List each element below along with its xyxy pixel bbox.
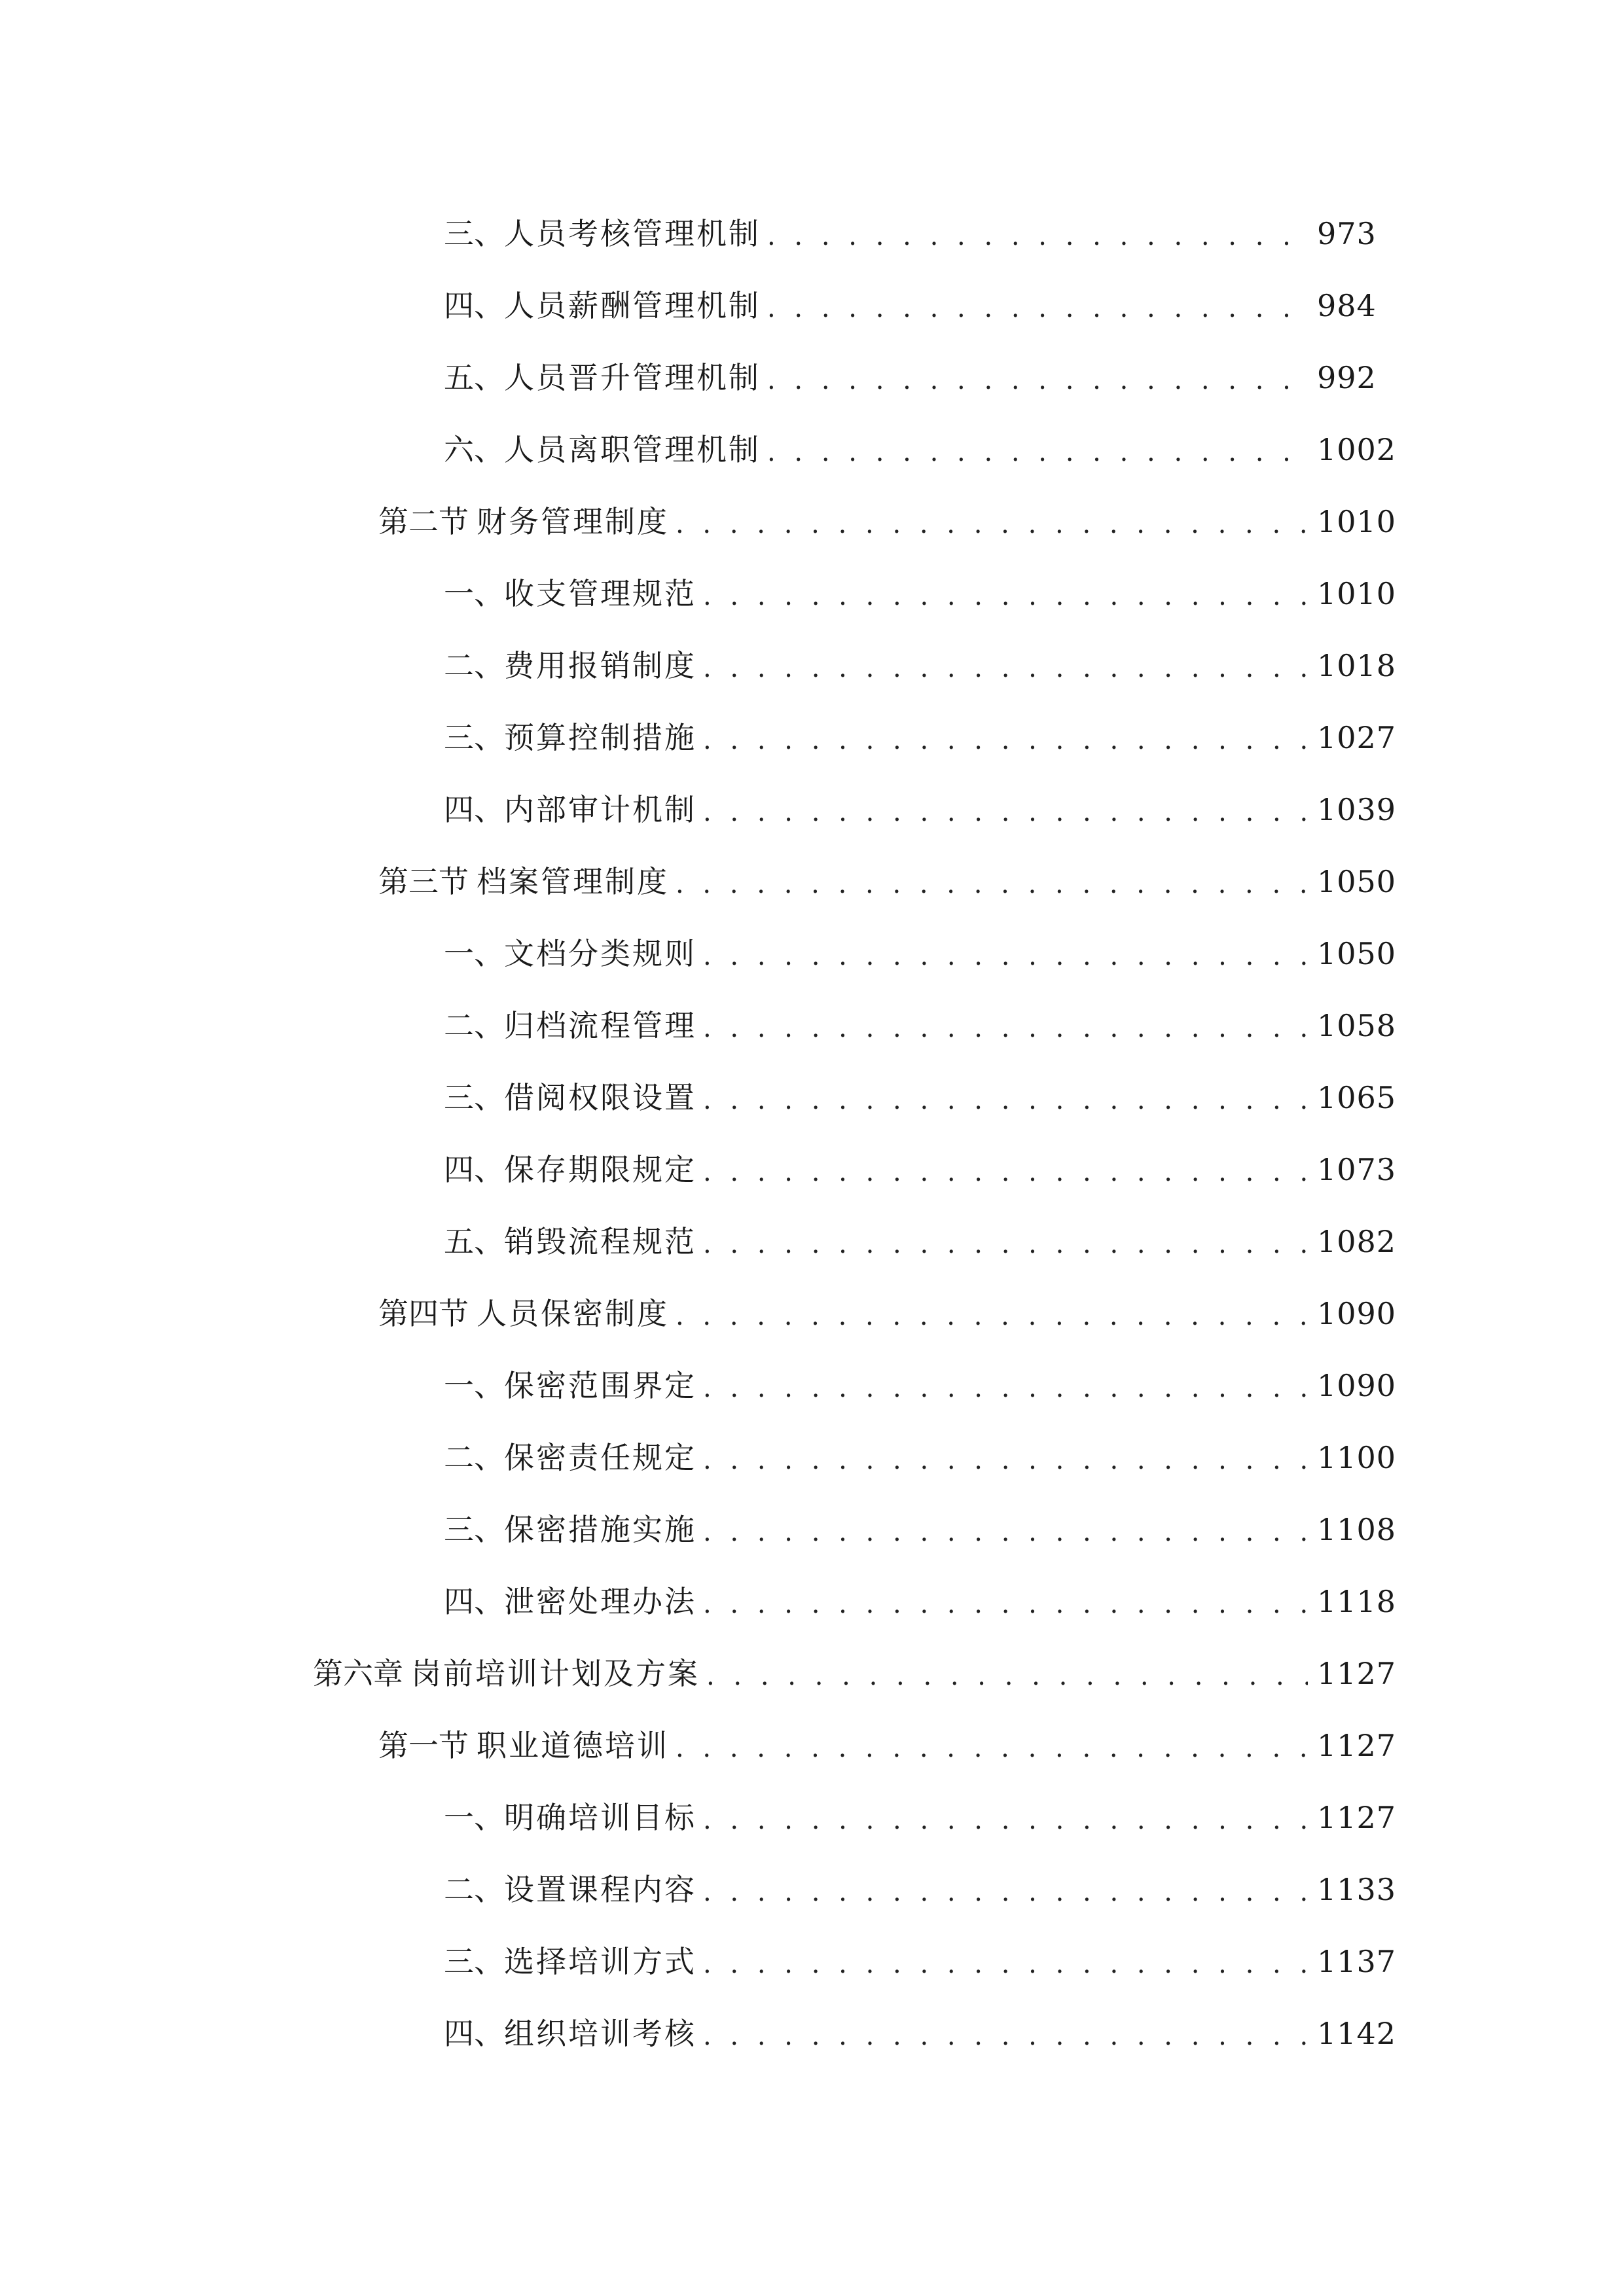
dot-leader — [703, 1879, 1308, 1905]
toc-chapter-entry[interactable] — [0, 1638, 1624, 1710]
toc-entry[interactable] — [0, 1422, 1624, 1494]
toc-entry-title: 保密措施实施 — [504, 1512, 696, 1547]
toc-entry-number: 四、 — [444, 1584, 504, 1619]
toc-entry-title: 选择培训方式 — [504, 1944, 696, 1979]
toc-entry-title: 设置课程内容 — [504, 1872, 696, 1907]
toc-entry[interactable] — [0, 1350, 1624, 1422]
toc-entry-number: 第六章 — [313, 1656, 403, 1691]
toc-entry-title: 明确培训目标 — [504, 1800, 696, 1835]
toc-entry-page: 1090 — [1317, 1296, 1397, 1331]
toc-entry-page: 1039 — [1317, 792, 1397, 827]
toc-section-entry[interactable] — [0, 1278, 1624, 1350]
dot-leader — [767, 439, 1308, 465]
toc-entry[interactable] — [0, 198, 1624, 270]
toc-entry-page: 1065 — [1317, 1080, 1397, 1115]
toc-entry-number: 一、 — [444, 1368, 504, 1403]
toc-entry[interactable] — [0, 1926, 1624, 1998]
toc-entry-page: 973 — [1317, 216, 1377, 251]
toc-entry[interactable] — [0, 414, 1624, 486]
dot-leader — [703, 727, 1308, 753]
toc-entry[interactable] — [0, 1494, 1624, 1566]
toc-entry-page: 1002 — [1317, 432, 1397, 467]
toc-entry-number: 二、 — [444, 1872, 504, 1907]
dot-leader — [703, 2023, 1308, 2049]
dot-leader — [703, 1159, 1308, 1185]
dot-leader — [703, 1519, 1308, 1545]
toc-entry-number: 四、 — [444, 1152, 504, 1187]
toc-entry[interactable] — [0, 1782, 1624, 1854]
toc-entry-title: 人员薪酬管理机制 — [504, 288, 761, 323]
dot-leader — [703, 1447, 1308, 1473]
toc-entry-title: 内部审计机制 — [504, 792, 696, 827]
toc-entry-page: 1082 — [1317, 1224, 1397, 1259]
dot-leader — [703, 1231, 1308, 1257]
toc-entry-number: 三、 — [444, 1080, 504, 1115]
toc-entry-title: 销毁流程规范 — [504, 1224, 696, 1259]
dot-leader — [767, 295, 1308, 321]
toc-entry-title: 人员离职管理机制 — [504, 432, 761, 467]
toc-entry-title: 归档流程管理 — [504, 1008, 696, 1043]
toc-entry-number: 第二节 — [378, 504, 469, 539]
toc-entry-title: 收支管理规范 — [504, 576, 696, 611]
toc-entry-page: 1018 — [1317, 648, 1397, 683]
toc-entry-page: 1027 — [1317, 720, 1397, 755]
toc-entry[interactable] — [0, 1062, 1624, 1134]
toc-entry-page: 1133 — [1317, 1872, 1397, 1907]
toc-entry-page: 1050 — [1317, 864, 1397, 899]
toc-entry-number: 五、 — [444, 1224, 504, 1259]
dot-leader — [703, 1951, 1308, 1977]
toc-entry-title: 职业道德培训 — [477, 1728, 669, 1763]
dot-leader — [703, 1807, 1308, 1833]
toc-entry-title: 保存期限规定 — [504, 1152, 696, 1187]
toc-section-entry[interactable] — [0, 846, 1624, 918]
dot-leader — [703, 1087, 1308, 1113]
toc-entry-page: 1050 — [1317, 936, 1397, 971]
table-of-contents — [0, 198, 1624, 2070]
toc-entry-page: 1127 — [1317, 1656, 1397, 1691]
toc-entry-title: 泄密处理办法 — [504, 1584, 696, 1619]
toc-entry-page: 1142 — [1317, 2016, 1397, 2051]
toc-entry-page: 984 — [1317, 288, 1377, 323]
toc-entry-number: 四、 — [444, 2016, 504, 2051]
dot-leader — [703, 1375, 1308, 1401]
toc-entry-title: 预算控制措施 — [504, 720, 696, 755]
toc-entry-title: 保密责任规定 — [504, 1440, 696, 1475]
toc-entry-number: 六、 — [444, 432, 504, 467]
toc-entry-title: 档案管理制度 — [477, 864, 669, 899]
toc-entry-page: 1108 — [1317, 1512, 1397, 1547]
toc-entry-number: 一、 — [444, 1800, 504, 1835]
toc-entry-number: 五、 — [444, 360, 504, 395]
toc-entry-title: 人员保密制度 — [477, 1296, 669, 1331]
toc-entry-number: 四、 — [444, 288, 504, 323]
toc-entry-number: 二、 — [444, 648, 504, 683]
toc-entry[interactable] — [0, 1206, 1624, 1278]
toc-entry-title: 财务管理制度 — [477, 504, 669, 539]
toc-entry-number: 三、 — [444, 216, 504, 251]
toc-entry-page: 1118 — [1317, 1584, 1397, 1619]
toc-entry-number: 一、 — [444, 936, 504, 971]
toc-entry-title: 保密范围界定 — [504, 1368, 696, 1403]
toc-entry[interactable] — [0, 342, 1624, 414]
toc-entry-title: 人员考核管理机制 — [504, 216, 761, 251]
toc-entry-number: 一、 — [444, 576, 504, 611]
toc-entry[interactable] — [0, 270, 1624, 342]
dot-leader — [703, 799, 1308, 825]
toc-entry-title: 岗前培训计划及方案 — [411, 1656, 700, 1691]
toc-entry-title: 人员晋升管理机制 — [504, 360, 761, 395]
toc-entry-page: 1090 — [1317, 1368, 1397, 1403]
toc-entry-title: 组织培训考核 — [504, 2016, 696, 2051]
dot-leader — [706, 1663, 1308, 1689]
toc-entry-page: 1010 — [1317, 576, 1397, 611]
toc-entry[interactable] — [0, 1134, 1624, 1206]
toc-entry-title: 文档分类规则 — [504, 936, 696, 971]
dot-leader — [703, 655, 1308, 681]
toc-entry[interactable] — [0, 990, 1624, 1062]
toc-entry-number: 第四节 — [378, 1296, 469, 1331]
toc-entry-page: 1137 — [1317, 1944, 1397, 1979]
toc-entry-page: 1073 — [1317, 1152, 1397, 1187]
dot-leader — [703, 1015, 1308, 1041]
toc-entry-page: 1127 — [1317, 1728, 1397, 1763]
toc-section-entry[interactable] — [0, 1710, 1624, 1782]
toc-entry-number: 二、 — [444, 1008, 504, 1043]
toc-entry-title: 费用报销制度 — [504, 648, 696, 683]
toc-section-entry[interactable] — [0, 486, 1624, 558]
dot-leader — [767, 223, 1308, 249]
dot-leader — [703, 583, 1308, 609]
dot-leader — [703, 943, 1308, 969]
toc-entry[interactable] — [0, 702, 1624, 774]
toc-entry[interactable] — [0, 1854, 1624, 1926]
toc-entry-number: 三、 — [444, 1944, 504, 1979]
toc-entry-page: 1127 — [1317, 1800, 1397, 1835]
dot-leader — [676, 871, 1308, 897]
toc-entry[interactable] — [0, 558, 1624, 630]
toc-entry-page: 1010 — [1317, 504, 1397, 539]
toc-entry-page: 1100 — [1317, 1440, 1397, 1475]
toc-entry-number: 三、 — [444, 1512, 504, 1547]
toc-entry-number: 三、 — [444, 720, 504, 755]
toc-entry-number: 第一节 — [378, 1728, 469, 1763]
toc-entry[interactable] — [0, 1998, 1624, 2070]
toc-entry-page: 1058 — [1317, 1008, 1397, 1043]
toc-entry-page: 992 — [1317, 360, 1377, 395]
dot-leader — [676, 1735, 1308, 1761]
toc-entry[interactable] — [0, 774, 1624, 846]
dot-leader — [767, 367, 1308, 393]
toc-entry[interactable] — [0, 630, 1624, 702]
toc-entry-title: 借阅权限设置 — [504, 1080, 696, 1115]
toc-entry-number: 四、 — [444, 792, 504, 827]
dot-leader — [676, 511, 1308, 537]
toc-entry-number: 二、 — [444, 1440, 504, 1475]
toc-entry[interactable] — [0, 1566, 1624, 1638]
toc-entry[interactable] — [0, 918, 1624, 990]
dot-leader — [703, 1591, 1308, 1617]
toc-entry-number: 第三节 — [378, 864, 469, 899]
dot-leader — [676, 1303, 1308, 1329]
